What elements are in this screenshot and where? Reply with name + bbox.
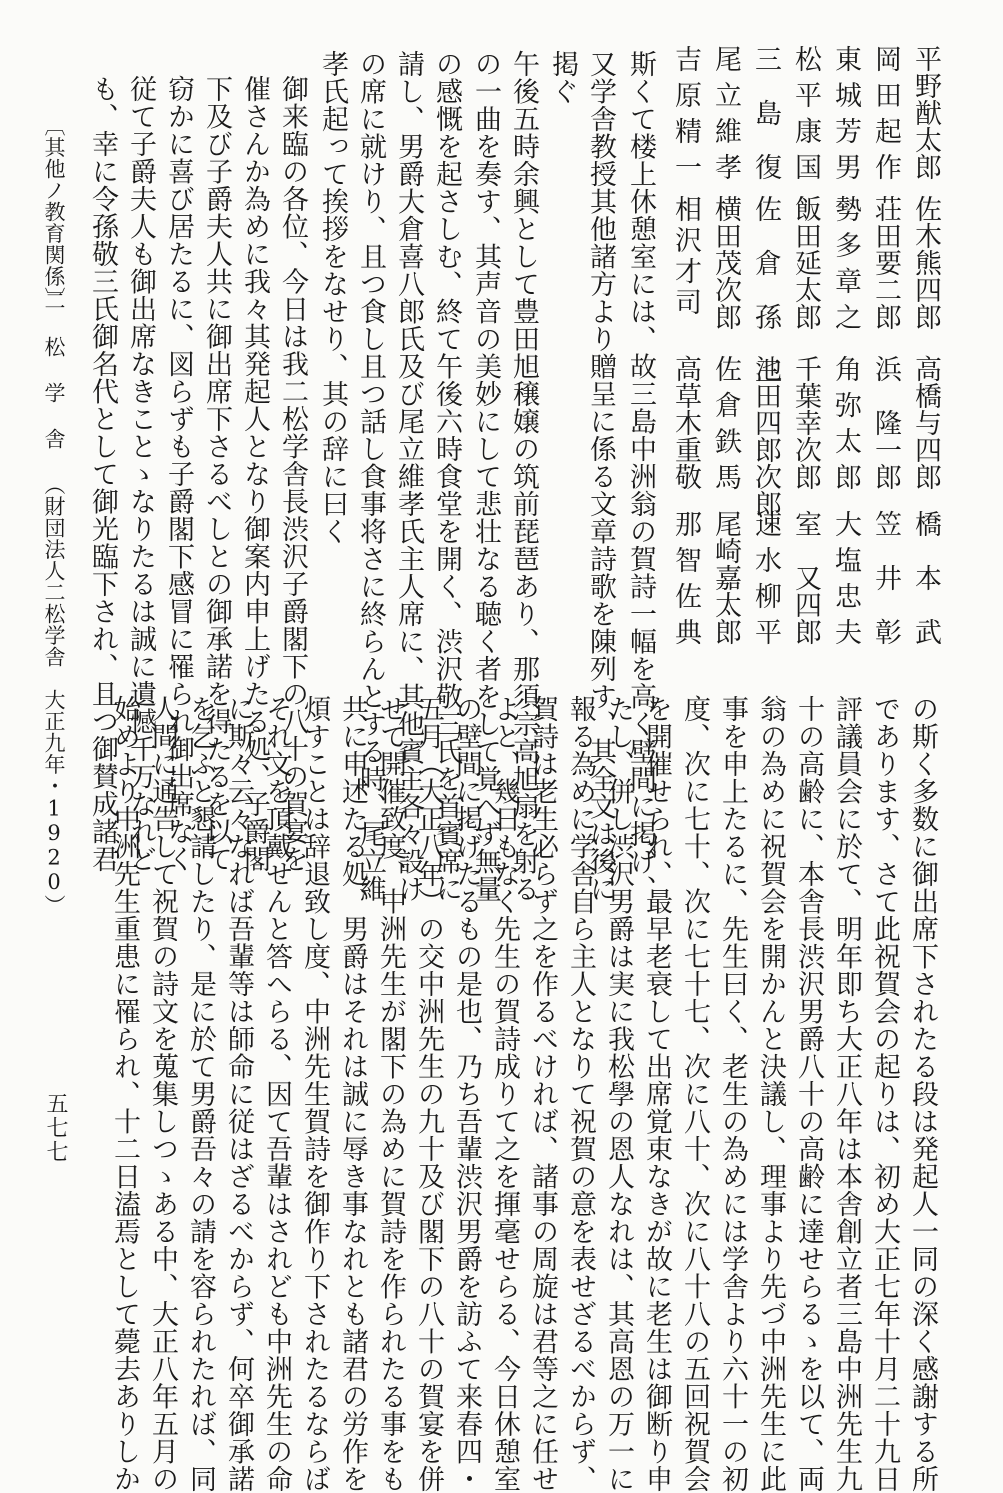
name-entry: 佐倉鉄馬 bbox=[710, 355, 741, 490]
text-column: に斯々云々なれば吾輩等は師命に従はざるべからず、何卒御承諾 bbox=[223, 695, 254, 1493]
text-column: の斯く多数に御出席下されたる段は発起人一同の深く感謝する所 bbox=[907, 695, 938, 1493]
name-entry: 速水柳平 bbox=[750, 510, 781, 645]
name-entry: 橋 本 武 bbox=[910, 510, 941, 645]
text-column: 従て子爵夫人も御出席なきことゝなりたるは誠に遺憾千万なれど bbox=[125, 75, 156, 873]
name-entry: 那智佐典 bbox=[670, 510, 701, 645]
text-column: 翁の為めに祝賀会を開かんと決議し、理事より先づ中洲先生に此 bbox=[755, 695, 786, 1493]
name-list bbox=[665, 45, 955, 685]
text-column: 報る為めに学舎自ら主人となりて祝賀の意を表せざるべからず、 bbox=[565, 695, 596, 1493]
name-entry: 笠 井 彰 bbox=[870, 510, 901, 645]
name-entry: 尾立維孝 bbox=[710, 45, 741, 180]
name-entry: 岡田起作 bbox=[870, 45, 901, 180]
text-column: 斯くて楼上休憩室には、故三島中洲翁の賀詩一幅を高く壁間に掲げ、 bbox=[625, 50, 656, 903]
text-column: を開催せられ、最早老衰して出席覚束なきが故に老生は御断り申 bbox=[641, 695, 672, 1493]
text-column: よと、幾日もなく先生の賀詩成りて之を揮毫せらる、今日休憩室 bbox=[489, 695, 520, 1493]
name-entry: 高草木重敬 bbox=[670, 355, 701, 490]
text-column: 掲ぐ bbox=[547, 50, 578, 105]
name-entry: 角弥太郎 bbox=[830, 355, 861, 490]
text-column: たし、併し渋沢男爵は実に我松學の恩人なれは、其高恩の万一に bbox=[603, 695, 634, 1493]
name-entry: 室 又四郎 bbox=[790, 510, 821, 645]
text-column: 御来臨の各位、今日は我二松学舎長渋沢子爵閣下の八十の賀宴を bbox=[277, 75, 308, 873]
text-column: 十の高齢に、本舎長渋沢男爵八十の高齢に達せらるゝを以て、両 bbox=[793, 695, 824, 1493]
text-column: 窃かに喜び居たるに、図らずも子爵閣下感冒に罹られ御出席なく bbox=[163, 75, 194, 873]
text-column: も、幸に令孫敬三氏御名代として御光臨下され、且つ御賛成諸君 bbox=[87, 75, 118, 873]
name-entry: 尾崎嘉太郎 bbox=[710, 510, 741, 645]
name-entry: 池田四郎次郎 bbox=[750, 355, 781, 517]
text-column: せて開催致度、中洲先生が閣下の為めに賀詩を作られたる事をも bbox=[375, 695, 406, 1493]
text-column: 度、次に七十、次に七十七、次に八十、次に八十八の五回祝賀会 bbox=[679, 695, 710, 1493]
text-column: 始めより中洲先生重患に罹られ、十二日溘焉として薨去ありしか bbox=[109, 695, 140, 1493]
text-column: の席に就けり、且つ食し且つ話し食事将さに終らんとする時、尾立維 bbox=[355, 50, 386, 903]
text-column: 又学舎教授其他諸方より贈呈に係る文章詩歌を陳列す、其全文は後に bbox=[585, 50, 616, 903]
text-column: であります、さて此祝賀会の起りは、初め大正七年十月二十九日 bbox=[869, 695, 900, 1493]
name-entry: 佐木熊四郎 bbox=[910, 195, 941, 330]
source-line: 二 松 学 舎 （財団法人二松学舎 大正九年・1920） bbox=[42, 290, 66, 916]
name-entry: 松平康国 bbox=[790, 45, 821, 180]
name-entry: 平野猷太郎 bbox=[910, 45, 941, 180]
name-entry: 勢多章之 bbox=[830, 195, 861, 330]
text-column: 下及び子爵夫人共に御出席下さるべしとの御承諾を得たるを以て bbox=[201, 75, 232, 873]
text-column: の感慨を起さしむ、終て午後六時食堂を開く、渋沢敬三氏を首賓席に bbox=[431, 50, 462, 903]
text-column: 賀詩は老生必らず之を作るべければ、諸事の周旋は君等之に任せ bbox=[527, 695, 558, 1493]
name-entry: 吉原精一 bbox=[670, 45, 701, 180]
text-column: それ文を頂戴せんと答へらる、因て吾輩はされども中洲先生の命 bbox=[261, 695, 292, 1493]
text-column: 事を申上たるに、先生曰く、老生の為めには学舎より六十一の初 bbox=[717, 695, 748, 1493]
name-entry: 浜 隆一郎 bbox=[870, 355, 901, 490]
name-entry: 高橋与四郎 bbox=[910, 355, 941, 490]
name-entry: 佐 倉 孫 三 bbox=[750, 195, 781, 384]
name-entry: 横田茂次郎 bbox=[710, 195, 741, 330]
text-column: の壁間に掲げたるもの是也、乃ち吾輩渋沢男爵を訪ふて来春四・ bbox=[451, 695, 482, 1493]
text-column: 人間に通告して祝賀の詩文を蒐集しつゝある中、大正八年五月の bbox=[147, 695, 178, 1493]
text-column: 請し、男爵大倉喜八郎氏及び尾立維孝氏主人席に、其他賓主各々設け bbox=[393, 50, 424, 903]
text-column: 共に申述たる処、男爵はそれは誠に辱き事なれとも諸君の労作を bbox=[337, 695, 368, 1493]
name-entry: 千葉幸次郎 bbox=[790, 355, 821, 490]
name-entry: 大塩忠夫 bbox=[830, 510, 861, 645]
name-entry: 荘田要二郎 bbox=[870, 195, 901, 330]
text-column: 催さんか為めに我々其発起人となり御案内申上げたる処、子爵閣 bbox=[239, 75, 270, 873]
category-header: 〔其他ノ教育関係〕 bbox=[42, 115, 66, 309]
name-entry: 飯田延太郎 bbox=[790, 195, 821, 330]
text-column: の一曲を奏す、其声音の美妙にして悲壮なる聴く者をして覚へず無量 bbox=[470, 50, 501, 903]
text-column: 煩すことは辞退致し度、中洲先生賀詩を御作り下されたるならば bbox=[299, 695, 330, 1493]
page-number: 五七七 bbox=[43, 1092, 68, 1164]
text-column: 孝氏起って挨拶をなせり、其の辞に曰く bbox=[317, 50, 348, 545]
text-column: 午後五時余興として豊田旭穣嬢の筑前琵琶あり、那須宗高旭扇を射る bbox=[508, 50, 539, 903]
text-column: を乞ふと懇請したり、是に於て男爵吾々の請を容られたれば、同 bbox=[185, 695, 216, 1493]
name-entry: 三 島 復 bbox=[750, 45, 781, 180]
name-entry: 相沢才司 bbox=[670, 195, 701, 315]
text-column: 評議員会に於て、明年即ち大正八年は本舎創立者三島中洲先生九 bbox=[831, 695, 862, 1493]
text-column: 五月（大正八年）の交中洲先生の九十及び閣下の八十の賀宴を併 bbox=[413, 695, 444, 1493]
name-entry: 東城芳男 bbox=[830, 45, 861, 180]
